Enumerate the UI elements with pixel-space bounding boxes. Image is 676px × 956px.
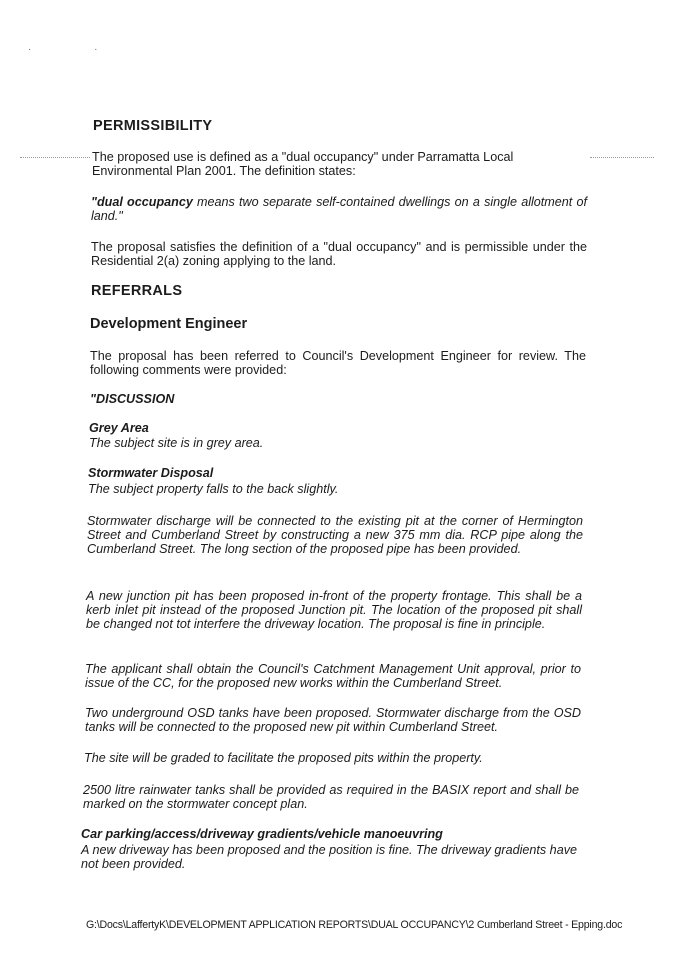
scan-artifact-line-left	[20, 157, 90, 158]
scan-artifact-line-right	[590, 157, 654, 158]
scan-specks: · ·	[28, 44, 128, 55]
grey-area-text: The subject site is in grey area.	[89, 436, 264, 450]
stormwater-paragraph-4: Two underground OSD tanks have been proposed. Stormwater discharge from the OSD tanks will be connected to the proposed new pit within Cumberland Street.	[85, 706, 581, 734]
referrals-intro: The proposal has been referred to Council's Development Engineer for review. The following comments were provided:	[90, 349, 586, 377]
permissibility-intro-line-2: Environmental Plan 2001. The definition states:	[92, 164, 356, 178]
grey-area-heading: Grey Area	[89, 421, 149, 435]
permissibility-intro	[92, 150, 592, 178]
document-footer-path: G:\Docs\LaffertyK\DEVELOPMENT APPLICATION REPORTS\DUAL OCCUPANCY\2 Cumberland Street - Epping.doc	[86, 919, 623, 931]
definition-text: means two separate self-contained dwellings on a single allotment of land."	[91, 195, 587, 223]
car-parking-heading: Car parking/access/driveway gradients/vehicle manoeuvring	[81, 827, 443, 841]
definition-term: "dual occupancy	[91, 195, 193, 209]
car-parking-text: A new driveway has been proposed and the position is fine. The driveway gradients have not been provided.	[81, 843, 577, 871]
stormwater-paragraph-2: A new junction pit has been proposed in-front of the property frontage. This shall be a kerb inlet pit instead of the proposed Junction pit. The location of the proposed pit shall be changed not tot interfere the driveway location. The proposal is fine in principle.	[86, 589, 582, 631]
stormwater-paragraph-6: 2500 litre rainwater tanks shall be provided as required in the BASIX report and shall be marked on the stormwater concept plan.	[83, 783, 579, 811]
stormwater-paragraph-3: The applicant shall obtain the Council's Catchment Management Unit approval, prior to issue of the CC, for the proposed new works within the Cumberland Street.	[85, 662, 581, 690]
referrals-heading: REFERRALS	[91, 283, 183, 299]
permissibility-heading: PERMISSIBILITY	[93, 118, 213, 134]
stormwater-paragraph-5: The site will be graded to facilitate the proposed pits within the property.	[84, 751, 483, 765]
permissibility-intro-line-1: The proposed use is defined as a "dual occupancy" under Parramatta Local	[92, 150, 514, 164]
development-engineer-heading: Development Engineer	[90, 316, 248, 332]
discussion-heading: "DISCUSSION	[90, 392, 175, 406]
definition-quote	[91, 195, 587, 223]
stormwater-paragraph-1: Stormwater discharge will be connected to the existing pit at the corner of Hermington Street and Cumberland Street by constructing a new 375 mm dia. RCP pipe along the Cumberland Street. The long section of the proposed pipe has been provided.	[87, 514, 583, 556]
permissibility-conclusion: The proposal satisfies the definition of a "dual occupancy" and is permissible under the Residential 2(a) zoning applying to the land.	[91, 240, 587, 268]
stormwater-text: The subject property falls to the back slightly.	[88, 482, 339, 496]
stormwater-heading: Stormwater Disposal	[88, 466, 214, 480]
